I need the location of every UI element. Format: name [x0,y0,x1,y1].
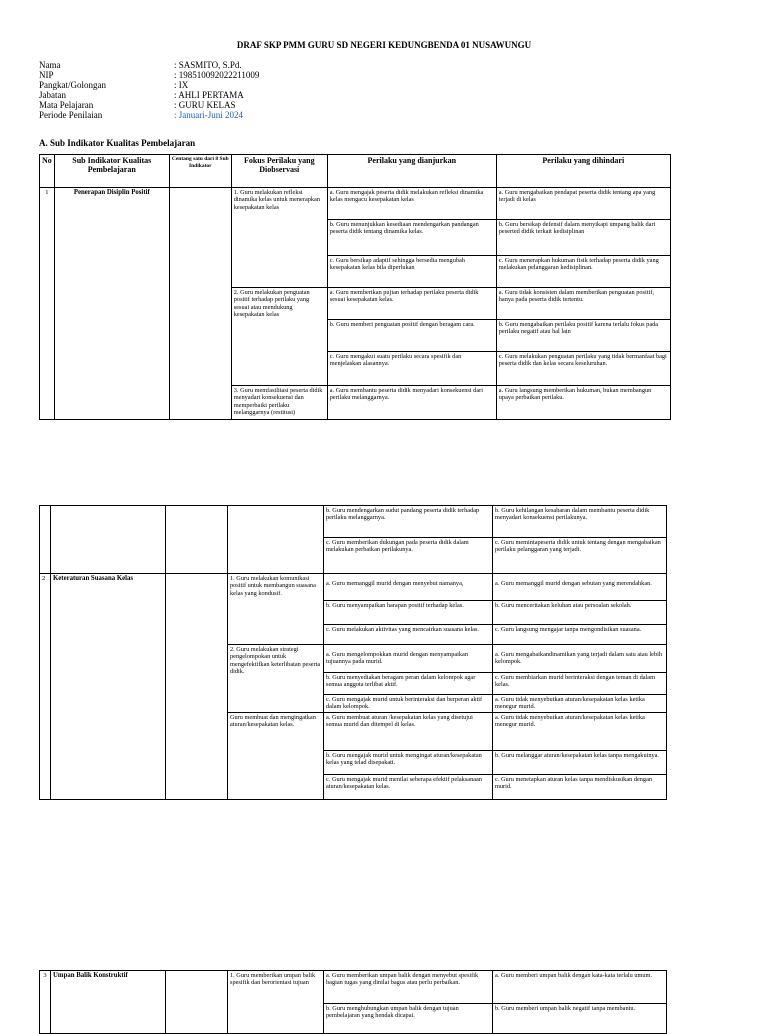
header-centang: Centang satu dari 8 Sub Indikator [169,155,231,188]
focus-behavior: Guru membuat dan mengingatkan aturan/kesepakatan kelas. [228,713,324,800]
avoided-behavior: a. Guru memanggil murid dengan sebutan yang merendahkan. [493,574,667,601]
checkbox-cell[interactable] [166,971,228,1034]
row-number: 1 [40,188,55,420]
identity-block [39,60,259,120]
avoided-behavior: a. Guru tidak menyebutkan aturan/kesepakatan kelas ketika menegur murid. [493,713,667,751]
recommended-behavior: a. Guru memberikan umpan balik dengan menyebut spesifik bagian tugas yang dinilai bagus atau perlu perbaikan. [324,971,493,1004]
identity-value: : Januari-Juni 2024 [174,110,243,120]
recommended-behavior: c. Guru bersikap adaptif sehingga bersedia mengubah kesepakatan kelas bila diperlukan [327,256,496,288]
identity-value: : GURU KELAS [174,100,236,110]
recommended-behavior: b. Guru menghubungkan umpan balik dengan tujuan pembelajaran yang hendak dicapai. [324,1004,493,1034]
identity-label: Pangkat/Golongan [39,80,106,90]
header-sub-indikator: Sub Indikator Kualitas Pembelajaran [54,155,169,188]
header-hindari: Perilaku yang dihindari [496,155,670,188]
table-header-row [40,155,671,188]
recommended-behavior: b. Guru mengajak murid untuk mengingat aturan/kesepakatan kelas yang telad disepakati. [324,751,493,775]
row-number: 2 [40,574,51,800]
recommended-behavior: b. Guru menyampaikan harapan positif terhadap kelas. [324,601,493,625]
recommended-behavior: b. Guru menunjukkan kesediaan mendengarkan pandangan peserta didik tentang dinamika kelas. [327,220,496,256]
identity-row [39,70,259,80]
table-row [40,506,667,538]
avoided-behavior: c. Guru melakukan penguatan perilaku yang tidak bermanfaat bagi peserta didik dan kelas secara keseluruhan. [496,352,670,386]
avoided-behavior: a. Guru memberi umpan balik dengan kata-kata terlalu umum. [493,971,667,1004]
avoided-behavior: c. Guru langsung mengajar tanpa mengondisikan suasana. [493,625,667,645]
recommended-behavior: a. Guru membantu peserta didik menyadari konsekuensi dari perilaku melanggarnya. [327,386,496,420]
avoided-behavior: b. Guru menceritakan keluhan atau persoalan sekolah. [493,601,667,625]
focus-behavior: 2. Guru melakukan strategi pengelompokan untuk mengefektifkan keterlibatan peserta didik. [228,645,324,713]
recommended-behavior: c. Guru mengajak murid untuk berinteraksi dan berperan aktif dalam kelompok. [324,695,493,713]
recommended-behavior: a. Guru membuat aturan /kesepakatan kelas yang disetujui semua murid dan ditempel di kelas. [324,713,493,751]
avoided-behavior: a. Guru mengabaikan pendapat peserta didik tentang apa yang terjadi di kelas [496,188,670,220]
recommended-behavior: c. Guru mengakui suatu perilaku secara spesifik dan menjelaskan alasannya. [327,352,496,386]
checkbox-cell[interactable] [166,574,228,800]
avoided-behavior: b. Guru melanggar aturan/kesepakatan kelas tanpa mengakuinya. [493,751,667,775]
page-title: DRAF SKP PMM GURU SD NEGERI KEDUNGBENDA 01 NUSAWUNGU [236,40,532,50]
recommended-behavior: a. Guru mengajak peserta didik melakukan refleksi dinamika kelas mengacu kesepakatan kelas [327,188,496,220]
recommended-behavior: c. Guru melakukan aktivitas yang mencairkan suasana kelas. [324,625,493,645]
header-fokus: Fokus Perilaku yang Diobservasi [231,155,327,188]
identity-row [39,110,259,120]
avoided-behavior: b. Guru mengabaikan perilaku positif karena terlalu fokus pada perilaku negatif atau hal lain [496,320,670,352]
avoided-behavior: a. Guru mengabaikandinamikan yang terjadi dalam satu atau lebih kelompok. [493,645,667,673]
identity-label: NIP [39,70,54,80]
focus-behavior-continued [228,506,324,574]
indicator-table [39,154,671,420]
recommended-behavior: c. Guru memberikan dukungan pada peserta didik dalam melakukan perbaikan perilakunya. [324,538,493,574]
sub-indicator: Penerapan Disiplin Positif [54,188,169,420]
avoided-behavior: b. Guru bersikap defensif dalam menyikapi umpang balik dari peserted didik terkait kedisiplinan [496,220,670,256]
row-number: 3 [40,971,51,1034]
sub-indicator: Umpan Balik Konstruktif [51,971,166,1034]
row-number-cell [40,506,51,574]
recommended-behavior: b. Guru mendengarkan sudut pandang peserta didik terhadap perilaku melanggarnya. [324,506,493,538]
checkbox-cell[interactable] [169,188,231,420]
identity-value: : AHLI PERTAMA [174,90,244,100]
focus-behavior: 2. Guru melakukan penguatan positif terhadap perilaku yang sesuai atau mendukung kesepakatan kelas [231,288,327,386]
sub-indicator-cell [51,506,166,574]
header-anjuran: Perilaku yang dianjurkan [327,155,496,188]
identity-label: Periode Penilaian [39,110,103,120]
identity-value: : 198510092022211009 [174,70,260,80]
identity-row [39,60,259,70]
focus-behavior: 1. Guru melakukan refleksi dinamika kelas untuk menerapkan kesepakatan kelas [231,188,327,288]
identity-label: Mata Pelajaran [39,100,94,110]
table-row [40,574,667,601]
recommended-behavior: a. Guru memberikan pujian terhadap perilaku peserta didik sesuai kesepakatan kelas. [327,288,496,320]
avoided-behavior: b. Guru kehilangan kesabaran dalam membantu peserta didik menyadari konsekuensi perilakunya. [493,506,667,538]
avoided-behavior: c. Guru membiarkan murid berinteraksi dengan teman di dalam kelas. [493,673,667,695]
recommended-behavior: b. Guru memberi penguatan positif dengan beragam cara. [327,320,496,352]
identity-value: : SASMITO, S.Pd. [174,60,242,70]
header-no: No [40,155,55,188]
identity-row [39,80,259,90]
focus-behavior: 1. Guru melakukan komunikasi positif untuk membangun suasana kelas yang kondusif. [228,574,324,645]
indicator-table-continued [39,505,667,800]
avoided-behavior: b. Guru memberi umpan balik negatif tanpa membantu. [493,1004,667,1034]
avoided-behavior: c. Guru menerapkan hukuman fisik terhadap peserta didik yang melakukan pelanggaran kedisiplinan. [496,256,670,288]
identity-label: Jabatan [39,90,66,100]
avoided-behavior: c. Guru memintapeserta didik untuk tentang dengan mengabaikan perilaku pelanggaran yang terjadi. [493,538,667,574]
avoided-behavior: c. Guru menetapkan aturan kelas tanpa mendiskusikan dengan murid. [493,775,667,800]
recommended-behavior: c. Guru mengajak murid menilai seberapa efektif pelaksanaan aturan/kesepakatan kelas. [324,775,493,800]
indicator-table-page-3 [39,970,667,1034]
section-title: A. Sub Indikator Kualitas Pembelajaran [39,138,196,148]
focus-behavior: 1. Guru memberikan umpan balik spesifik dan berorientasi tujuan [228,971,324,1034]
sub-indicator: Keteraturan Suasana Kelas [51,574,166,800]
avoided-behavior: a. Guru langsung memberikan hukuman, bukan membangun upaya perbaikan perilaku. [496,386,670,420]
recommended-behavior: b. Guru menyediakan beragam peran dalam kelompok agar semua anggota terlibat aktif. [324,673,493,695]
avoided-behavior: a. Guru tidak konsisten dalam memberikan penguatan positif, hanya pada peserta didik tertentu. [496,288,670,320]
identity-label: Nama [39,60,61,70]
identity-value: : IX [174,80,189,90]
table-row [40,971,667,1004]
recommended-behavior: a. Guru mengelompokkan murid dengan menyampaikan tujuannya pada murid. [324,645,493,673]
checkbox-cell[interactable] [166,506,228,574]
identity-row [39,90,259,100]
focus-behavior: 3. Guru memfasilitasi peserta didik menyadari konsekuensi dan memperbaiki perilaku melanggarnya (restitusi) [231,386,327,420]
avoided-behavior: a. Guru tidak menyebutkan aturan/kesepakatan kelas ketika menegur murid. [493,695,667,713]
identity-row [39,100,259,110]
recommended-behavior: a. Guru memanggil murid dengan menyebut namanya, [324,574,493,601]
table-row [40,188,671,220]
